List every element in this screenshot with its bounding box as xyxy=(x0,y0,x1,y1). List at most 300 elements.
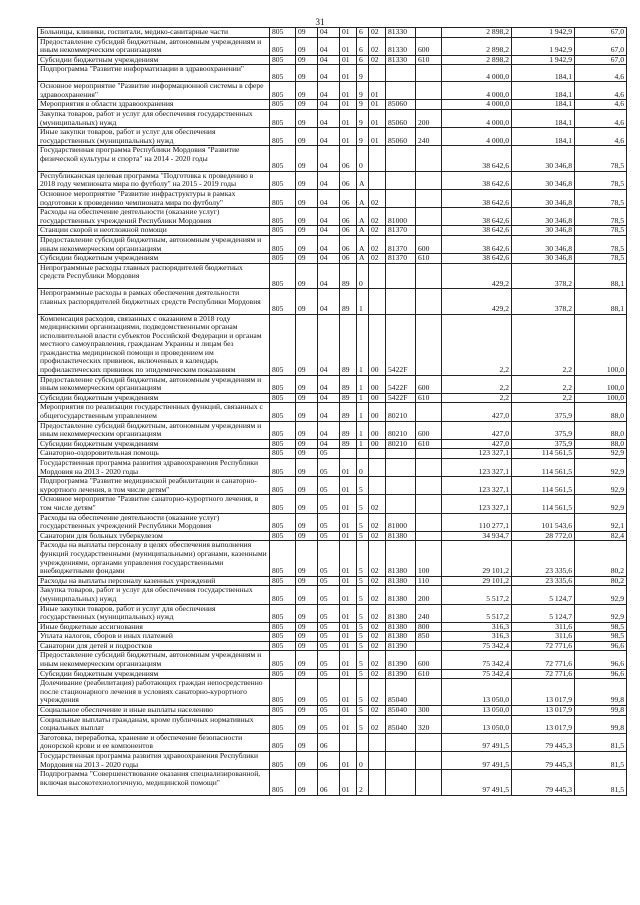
grbs-code-cell: 805 xyxy=(270,82,296,100)
subprogram-code-cell: 6 xyxy=(357,28,369,38)
section-code-cell: 09 xyxy=(296,449,318,459)
grbs-code-cell: 805 xyxy=(270,254,296,264)
approved-amount-cell: 123 327,1 xyxy=(442,449,512,459)
direction-code-cell xyxy=(386,82,416,100)
expense-type-code-cell: 610 xyxy=(416,393,442,403)
program-code-cell: 06 xyxy=(340,208,357,226)
expense-type-code-cell xyxy=(416,146,442,171)
event-code-cell: 01 xyxy=(369,110,386,128)
executed-amount-cell: 5 124,7 xyxy=(512,604,575,622)
expense-type-code-cell xyxy=(416,28,442,38)
executed-amount-cell: 30 346,8 xyxy=(512,208,575,226)
section-code-cell: 09 xyxy=(296,715,318,733)
approved-amount-cell: 427,0 xyxy=(442,439,512,449)
section-code-cell: 09 xyxy=(296,82,318,100)
direction-code-cell xyxy=(386,770,416,795)
direction-code-cell: 80210 xyxy=(386,421,416,439)
approved-amount-cell: 13 050,0 xyxy=(442,679,512,706)
execution-percent-cell: 81,5 xyxy=(575,770,627,795)
direction-code-cell: 81380 xyxy=(386,576,416,586)
program-code-cell: 01 xyxy=(340,513,357,531)
event-code-cell: 01 xyxy=(369,100,386,110)
execution-percent-cell: 98,5 xyxy=(575,632,627,642)
subsection-code-cell: 05 xyxy=(318,449,340,459)
program-code-cell: 01 xyxy=(340,641,357,651)
table-row xyxy=(38,375,627,393)
subsection-code-cell: 05 xyxy=(318,586,340,604)
executed-amount-cell: 79 445,3 xyxy=(512,752,575,770)
executed-amount-cell: 2,2 xyxy=(512,314,575,375)
expense-type-code-cell xyxy=(416,403,442,421)
subprogram-code-cell: 6 xyxy=(357,55,369,65)
section-code-cell: 09 xyxy=(296,128,318,146)
section-code-cell: 09 xyxy=(296,403,318,421)
subsection-code-cell: 05 xyxy=(318,651,340,669)
expense-type-code-cell: 240 xyxy=(416,604,442,622)
direction-code-cell xyxy=(386,65,416,82)
execution-percent-cell: 100,0 xyxy=(575,375,627,393)
program-code-cell: 89 xyxy=(340,289,357,314)
direction-code-cell xyxy=(386,449,416,459)
approved-amount-cell: 2 898,2 xyxy=(442,55,512,65)
event-code-cell xyxy=(369,752,386,770)
section-code-cell: 09 xyxy=(296,477,318,495)
expense-type-code-cell xyxy=(416,314,442,375)
row-name-cell: Закупка товаров, работ и услуг для обеспечения государственных (муниципальных) нужд xyxy=(38,110,270,128)
subsection-code-cell: 04 xyxy=(318,37,340,55)
table-row xyxy=(38,604,627,622)
event-code-cell: 02 xyxy=(369,622,386,632)
executed-amount-cell: 311,6 xyxy=(512,632,575,642)
program-code-cell: 06 xyxy=(340,235,357,253)
direction-code-cell: 85060 xyxy=(386,110,416,128)
subprogram-code-cell: 2 xyxy=(357,770,369,795)
row-name-cell: Расходы на обеспечение деятельности (оказание услуг) государственных учреждений Республики Мордовия xyxy=(38,208,270,226)
section-code-cell: 09 xyxy=(296,586,318,604)
row-name-cell: Расходы на выплаты персоналу в целях обеспечения выполнения функций государственными (муниципальными) органами, казенными учреждениями, органами управления государственными внебюджетными фондами xyxy=(38,541,270,576)
expense-type-code-cell xyxy=(416,495,442,513)
section-code-cell: 09 xyxy=(296,706,318,716)
subsection-code-cell: 05 xyxy=(318,641,340,651)
expense-type-code-cell: 610 xyxy=(416,254,442,264)
section-code-cell: 09 xyxy=(296,752,318,770)
row-name-cell: Станции скорой и неотложной помощи xyxy=(38,226,270,236)
subprogram-code-cell: 9 xyxy=(357,82,369,100)
section-code-cell: 09 xyxy=(296,190,318,208)
execution-percent-cell: 99,8 xyxy=(575,706,627,716)
section-code-cell: 09 xyxy=(296,314,318,375)
table-row xyxy=(38,263,627,288)
executed-amount-cell: 1 942,9 xyxy=(512,55,575,65)
subprogram-code-cell: 9 xyxy=(357,65,369,82)
program-code-cell: 89 xyxy=(340,403,357,421)
table-row xyxy=(38,752,627,770)
grbs-code-cell: 805 xyxy=(270,171,296,189)
executed-amount-cell: 114 561,5 xyxy=(512,459,575,477)
subsection-code-cell: 04 xyxy=(318,226,340,236)
row-name-cell: Основное мероприятие "Развитие инфраструктуры в рамках подготовки к проведению чемпионата мира по футболу" xyxy=(38,190,270,208)
subprogram-code-cell: 0 xyxy=(357,459,369,477)
subprogram-code-cell: 5 xyxy=(357,477,369,495)
row-name-cell: Субсидии бюджетным учреждениям xyxy=(38,55,270,65)
approved-amount-cell: 38 642,6 xyxy=(442,190,512,208)
expense-type-code-cell xyxy=(416,449,442,459)
grbs-code-cell: 805 xyxy=(270,586,296,604)
execution-percent-cell: 78,5 xyxy=(575,171,627,189)
program-code-cell: 01 xyxy=(340,55,357,65)
section-code-cell: 09 xyxy=(296,235,318,253)
expense-type-code-cell xyxy=(416,226,442,236)
event-code-cell: 02 xyxy=(369,190,386,208)
event-code-cell: 02 xyxy=(369,706,386,716)
row-name-cell: Предоставление субсидий бюджетным, автономным учреждениям и иным некоммерческим организациям xyxy=(38,375,270,393)
grbs-code-cell: 805 xyxy=(270,459,296,477)
subsection-code-cell: 05 xyxy=(318,477,340,495)
row-name-cell: Иные бюджетные ассигнования xyxy=(38,622,270,632)
subprogram-code-cell: 1 xyxy=(357,439,369,449)
expense-type-code-cell xyxy=(416,679,442,706)
execution-percent-cell: 88,0 xyxy=(575,421,627,439)
execution-percent-cell: 88,0 xyxy=(575,439,627,449)
grbs-code-cell: 805 xyxy=(270,541,296,576)
event-code-cell: 00 xyxy=(369,393,386,403)
subprogram-code-cell: 1 xyxy=(357,289,369,314)
grbs-code-cell: 805 xyxy=(270,531,296,541)
subprogram-code-cell: 5 xyxy=(357,495,369,513)
section-code-cell: 09 xyxy=(296,495,318,513)
grbs-code-cell: 805 xyxy=(270,770,296,795)
direction-code-cell xyxy=(386,459,416,477)
subprogram-code-cell: А xyxy=(357,208,369,226)
executed-amount-cell: 13 017,9 xyxy=(512,715,575,733)
program-code-cell: 01 xyxy=(340,706,357,716)
grbs-code-cell: 805 xyxy=(270,55,296,65)
section-code-cell: 09 xyxy=(296,679,318,706)
executed-amount-cell: 30 346,8 xyxy=(512,146,575,171)
approved-amount-cell: 2 898,2 xyxy=(442,37,512,55)
execution-percent-cell: 81,5 xyxy=(575,733,627,751)
program-code-cell: 01 xyxy=(340,770,357,795)
approved-amount-cell: 75 342,4 xyxy=(442,669,512,679)
execution-percent-cell: 4,6 xyxy=(575,128,627,146)
executed-amount-cell: 184,1 xyxy=(512,100,575,110)
approved-amount-cell: 2,2 xyxy=(442,314,512,375)
event-code-cell: 00 xyxy=(369,403,386,421)
row-name-cell: Санатории для детей и подростков xyxy=(38,641,270,651)
direction-code-cell: 85040 xyxy=(386,679,416,706)
row-name-cell: Расходы на выплаты персоналу казенных учреждений xyxy=(38,576,270,586)
execution-percent-cell: 96,6 xyxy=(575,669,627,679)
subprogram-code-cell: 5 xyxy=(357,651,369,669)
subprogram-code-cell: 1 xyxy=(357,314,369,375)
program-code-cell: 89 xyxy=(340,263,357,288)
executed-amount-cell: 184,1 xyxy=(512,82,575,100)
executed-amount-cell: 30 346,8 xyxy=(512,254,575,264)
event-code-cell: 02 xyxy=(369,541,386,576)
expense-type-code-cell: 800 xyxy=(416,622,442,632)
grbs-code-cell: 805 xyxy=(270,128,296,146)
program-code-cell: 01 xyxy=(340,576,357,586)
execution-percent-cell: 67,0 xyxy=(575,28,627,38)
row-name-cell: Заготовка, переработка, хранение и обеспечение безопасности донорской крови и ее компонентов xyxy=(38,733,270,751)
row-name-cell: Долечивание (реабилитация) работающих граждан непосредственно после стационарного лечения в условиях санаторно-курортного учреждения xyxy=(38,679,270,706)
grbs-code-cell: 805 xyxy=(270,513,296,531)
subprogram-code-cell: А xyxy=(357,254,369,264)
section-code-cell: 09 xyxy=(296,393,318,403)
execution-percent-cell: 4,6 xyxy=(575,82,627,100)
grbs-code-cell: 805 xyxy=(270,208,296,226)
table-row xyxy=(38,146,627,171)
table-row xyxy=(38,393,627,403)
subprogram-code-cell: 9 xyxy=(357,128,369,146)
expense-type-code-cell: 100 xyxy=(416,541,442,576)
expense-type-code-cell: 600 xyxy=(416,421,442,439)
executed-amount-cell: 101 543,6 xyxy=(512,513,575,531)
section-code-cell: 09 xyxy=(296,28,318,38)
table-row xyxy=(38,254,627,264)
section-code-cell: 09 xyxy=(296,171,318,189)
table-row xyxy=(38,770,627,795)
grbs-code-cell: 805 xyxy=(270,421,296,439)
execution-percent-cell: 88,0 xyxy=(575,403,627,421)
subprogram-code-cell: 9 xyxy=(357,110,369,128)
subprogram-code-cell: А xyxy=(357,235,369,253)
section-code-cell: 09 xyxy=(296,37,318,55)
subsection-code-cell: 05 xyxy=(318,715,340,733)
table-row xyxy=(38,403,627,421)
execution-percent-cell: 78,5 xyxy=(575,208,627,226)
table-row xyxy=(38,82,627,100)
subsection-code-cell: 05 xyxy=(318,632,340,642)
program-code-cell: 01 xyxy=(340,531,357,541)
row-name-cell: Санаторно-оздоровительная помощь xyxy=(38,449,270,459)
approved-amount-cell: 13 050,0 xyxy=(442,715,512,733)
subsection-code-cell: 04 xyxy=(318,314,340,375)
direction-code-cell: 81380 xyxy=(386,531,416,541)
row-name-cell: Иные закупки товаров, работ и услуг для обеспечения государственных (муниципальных) нужд xyxy=(38,128,270,146)
subsection-code-cell: 04 xyxy=(318,263,340,288)
direction-code-cell xyxy=(386,171,416,189)
event-code-cell: 02 xyxy=(369,715,386,733)
approved-amount-cell: 38 642,6 xyxy=(442,171,512,189)
section-code-cell: 09 xyxy=(296,459,318,477)
direction-code-cell xyxy=(386,263,416,288)
subsection-code-cell: 05 xyxy=(318,531,340,541)
executed-amount-cell: 184,1 xyxy=(512,65,575,82)
direction-code-cell: 85060 xyxy=(386,128,416,146)
subprogram-code-cell: А xyxy=(357,190,369,208)
budget-table xyxy=(37,27,627,796)
subsection-code-cell: 04 xyxy=(318,65,340,82)
grbs-code-cell: 805 xyxy=(270,100,296,110)
event-code-cell: 00 xyxy=(369,421,386,439)
approved-amount-cell: 427,0 xyxy=(442,403,512,421)
grbs-code-cell: 805 xyxy=(270,651,296,669)
direction-code-cell: 81380 xyxy=(386,622,416,632)
execution-percent-cell: 67,0 xyxy=(575,37,627,55)
event-code-cell xyxy=(369,770,386,795)
executed-amount-cell: 114 561,5 xyxy=(512,449,575,459)
executed-amount-cell: 72 771,6 xyxy=(512,641,575,651)
section-code-cell: 09 xyxy=(296,55,318,65)
program-code-cell: 01 xyxy=(340,100,357,110)
table-row xyxy=(38,576,627,586)
subsection-code-cell: 05 xyxy=(318,706,340,716)
execution-percent-cell: 100,0 xyxy=(575,393,627,403)
execution-percent-cell: 80,2 xyxy=(575,576,627,586)
section-code-cell: 09 xyxy=(296,421,318,439)
direction-code-cell xyxy=(386,146,416,171)
grbs-code-cell: 805 xyxy=(270,752,296,770)
approved-amount-cell: 38 642,6 xyxy=(442,235,512,253)
approved-amount-cell: 4 000,0 xyxy=(442,110,512,128)
executed-amount-cell: 23 335,6 xyxy=(512,541,575,576)
execution-percent-cell: 82,4 xyxy=(575,531,627,541)
table-row xyxy=(38,314,627,375)
approved-amount-cell: 13 050,0 xyxy=(442,706,512,716)
execution-percent-cell: 100,0 xyxy=(575,314,627,375)
approved-amount-cell: 123 327,1 xyxy=(442,495,512,513)
subsection-code-cell: 04 xyxy=(318,289,340,314)
row-name-cell: Субсидии бюджетным учреждениям xyxy=(38,254,270,264)
event-code-cell: 02 xyxy=(369,586,386,604)
event-code-cell: 01 xyxy=(369,128,386,146)
row-name-cell: Предоставление субсидий бюджетным, автономным учреждениям и иным некоммерческим организациям xyxy=(38,37,270,55)
program-code-cell: 89 xyxy=(340,393,357,403)
subsection-code-cell: 04 xyxy=(318,375,340,393)
expense-type-code-cell xyxy=(416,190,442,208)
event-code-cell: 02 xyxy=(369,632,386,642)
direction-code-cell: 80210 xyxy=(386,439,416,449)
row-name-cell: Непрограммные расходы главных распорядителей бюджетных средств Республики Мордовия xyxy=(38,263,270,288)
grbs-code-cell: 805 xyxy=(270,235,296,253)
expense-type-code-cell xyxy=(416,641,442,651)
event-code-cell: 02 xyxy=(369,208,386,226)
row-name-cell: Санатории для больных туберкулезом xyxy=(38,531,270,541)
execution-percent-cell: 92,9 xyxy=(575,477,627,495)
table-row xyxy=(38,37,627,55)
approved-amount-cell: 123 327,1 xyxy=(442,459,512,477)
row-name-cell: Закупка товаров, работ и услуг для обеспечения государственных (муниципальных) нужд xyxy=(38,586,270,604)
section-code-cell: 09 xyxy=(296,651,318,669)
program-code-cell: 01 xyxy=(340,669,357,679)
section-code-cell: 09 xyxy=(296,100,318,110)
approved-amount-cell: 38 642,6 xyxy=(442,146,512,171)
approved-amount-cell: 4 000,0 xyxy=(442,82,512,100)
direction-code-cell: 81370 xyxy=(386,226,416,236)
subsection-code-cell: 06 xyxy=(318,770,340,795)
section-code-cell: 09 xyxy=(296,208,318,226)
subsection-code-cell: 04 xyxy=(318,208,340,226)
event-code-cell xyxy=(369,449,386,459)
expense-type-code-cell: 600 xyxy=(416,235,442,253)
event-code-cell: 02 xyxy=(369,679,386,706)
section-code-cell: 09 xyxy=(296,541,318,576)
execution-percent-cell: 78,5 xyxy=(575,190,627,208)
table-row xyxy=(38,226,627,236)
table-row xyxy=(38,208,627,226)
execution-percent-cell: 67,0 xyxy=(575,55,627,65)
execution-percent-cell: 88,1 xyxy=(575,289,627,314)
subsection-code-cell: 04 xyxy=(318,100,340,110)
subsection-code-cell: 05 xyxy=(318,622,340,632)
program-code-cell: 01 xyxy=(340,37,357,55)
direction-code-cell xyxy=(386,190,416,208)
direction-code-cell xyxy=(386,733,416,751)
subsection-code-cell: 04 xyxy=(318,146,340,171)
budget-table-body xyxy=(38,28,627,796)
grbs-code-cell: 805 xyxy=(270,715,296,733)
section-code-cell: 09 xyxy=(296,263,318,288)
expense-type-code-cell xyxy=(416,263,442,288)
direction-code-cell xyxy=(386,477,416,495)
program-code-cell: 01 xyxy=(340,586,357,604)
executed-amount-cell: 1 942,9 xyxy=(512,37,575,55)
executed-amount-cell: 378,2 xyxy=(512,263,575,288)
subsection-code-cell: 04 xyxy=(318,55,340,65)
subprogram-code-cell: 0 xyxy=(357,263,369,288)
execution-percent-cell: 92,9 xyxy=(575,449,627,459)
grbs-code-cell: 805 xyxy=(270,477,296,495)
direction-code-cell: 85040 xyxy=(386,715,416,733)
grbs-code-cell: 805 xyxy=(270,314,296,375)
row-name-cell: Предоставление субсидий бюджетным, автономным учреждениям и иным некоммерческим организациям xyxy=(38,235,270,253)
section-code-cell: 09 xyxy=(296,226,318,236)
direction-code-cell: 81330 xyxy=(386,28,416,38)
grbs-code-cell: 805 xyxy=(270,65,296,82)
direction-code-cell: 5422F xyxy=(386,314,416,375)
expense-type-code-cell: 610 xyxy=(416,55,442,65)
expense-type-code-cell: 300 xyxy=(416,706,442,716)
table-row xyxy=(38,449,627,459)
subsection-code-cell: 05 xyxy=(318,495,340,513)
expense-type-code-cell xyxy=(416,733,442,751)
table-row xyxy=(38,679,627,706)
table-row xyxy=(38,28,627,38)
program-code-cell: 06 xyxy=(340,254,357,264)
grbs-code-cell: 805 xyxy=(270,632,296,642)
direction-code-cell: 81380 xyxy=(386,604,416,622)
section-code-cell: 09 xyxy=(296,770,318,795)
event-code-cell: 02 xyxy=(369,513,386,531)
executed-amount-cell: 1 942,9 xyxy=(512,28,575,38)
expense-type-code-cell xyxy=(416,752,442,770)
grbs-code-cell: 805 xyxy=(270,226,296,236)
grbs-code-cell: 805 xyxy=(270,669,296,679)
execution-percent-cell: 99,8 xyxy=(575,715,627,733)
program-code-cell: 89 xyxy=(340,421,357,439)
subprogram-code-cell: 6 xyxy=(357,37,369,55)
row-name-cell: Государственная программа Республики Мордовия "Развитие физической культуры и спорта" на 2014 - 2020 годы xyxy=(38,146,270,171)
subprogram-code-cell: 0 xyxy=(357,146,369,171)
row-name-cell: Расходы на обеспечение деятельности (оказание услуг) государственных учреждений Республики Мордовия xyxy=(38,513,270,531)
direction-code-cell: 5422F xyxy=(386,393,416,403)
direction-code-cell xyxy=(386,495,416,513)
expense-type-code-cell xyxy=(416,82,442,100)
executed-amount-cell: 30 346,8 xyxy=(512,235,575,253)
table-row xyxy=(38,171,627,189)
row-name-cell: Иные закупки товаров, работ и услуг для обеспечения государственных (муниципальных) нужд xyxy=(38,604,270,622)
program-code-cell: 01 xyxy=(340,28,357,38)
execution-percent-cell: 92,9 xyxy=(575,495,627,513)
subprogram-code-cell: 9 xyxy=(357,100,369,110)
direction-code-cell: 81000 xyxy=(386,513,416,531)
executed-amount-cell: 79 445,3 xyxy=(512,733,575,751)
execution-percent-cell: 78,5 xyxy=(575,254,627,264)
grbs-code-cell: 805 xyxy=(270,641,296,651)
subsection-code-cell: 05 xyxy=(318,513,340,531)
grbs-code-cell: 805 xyxy=(270,439,296,449)
